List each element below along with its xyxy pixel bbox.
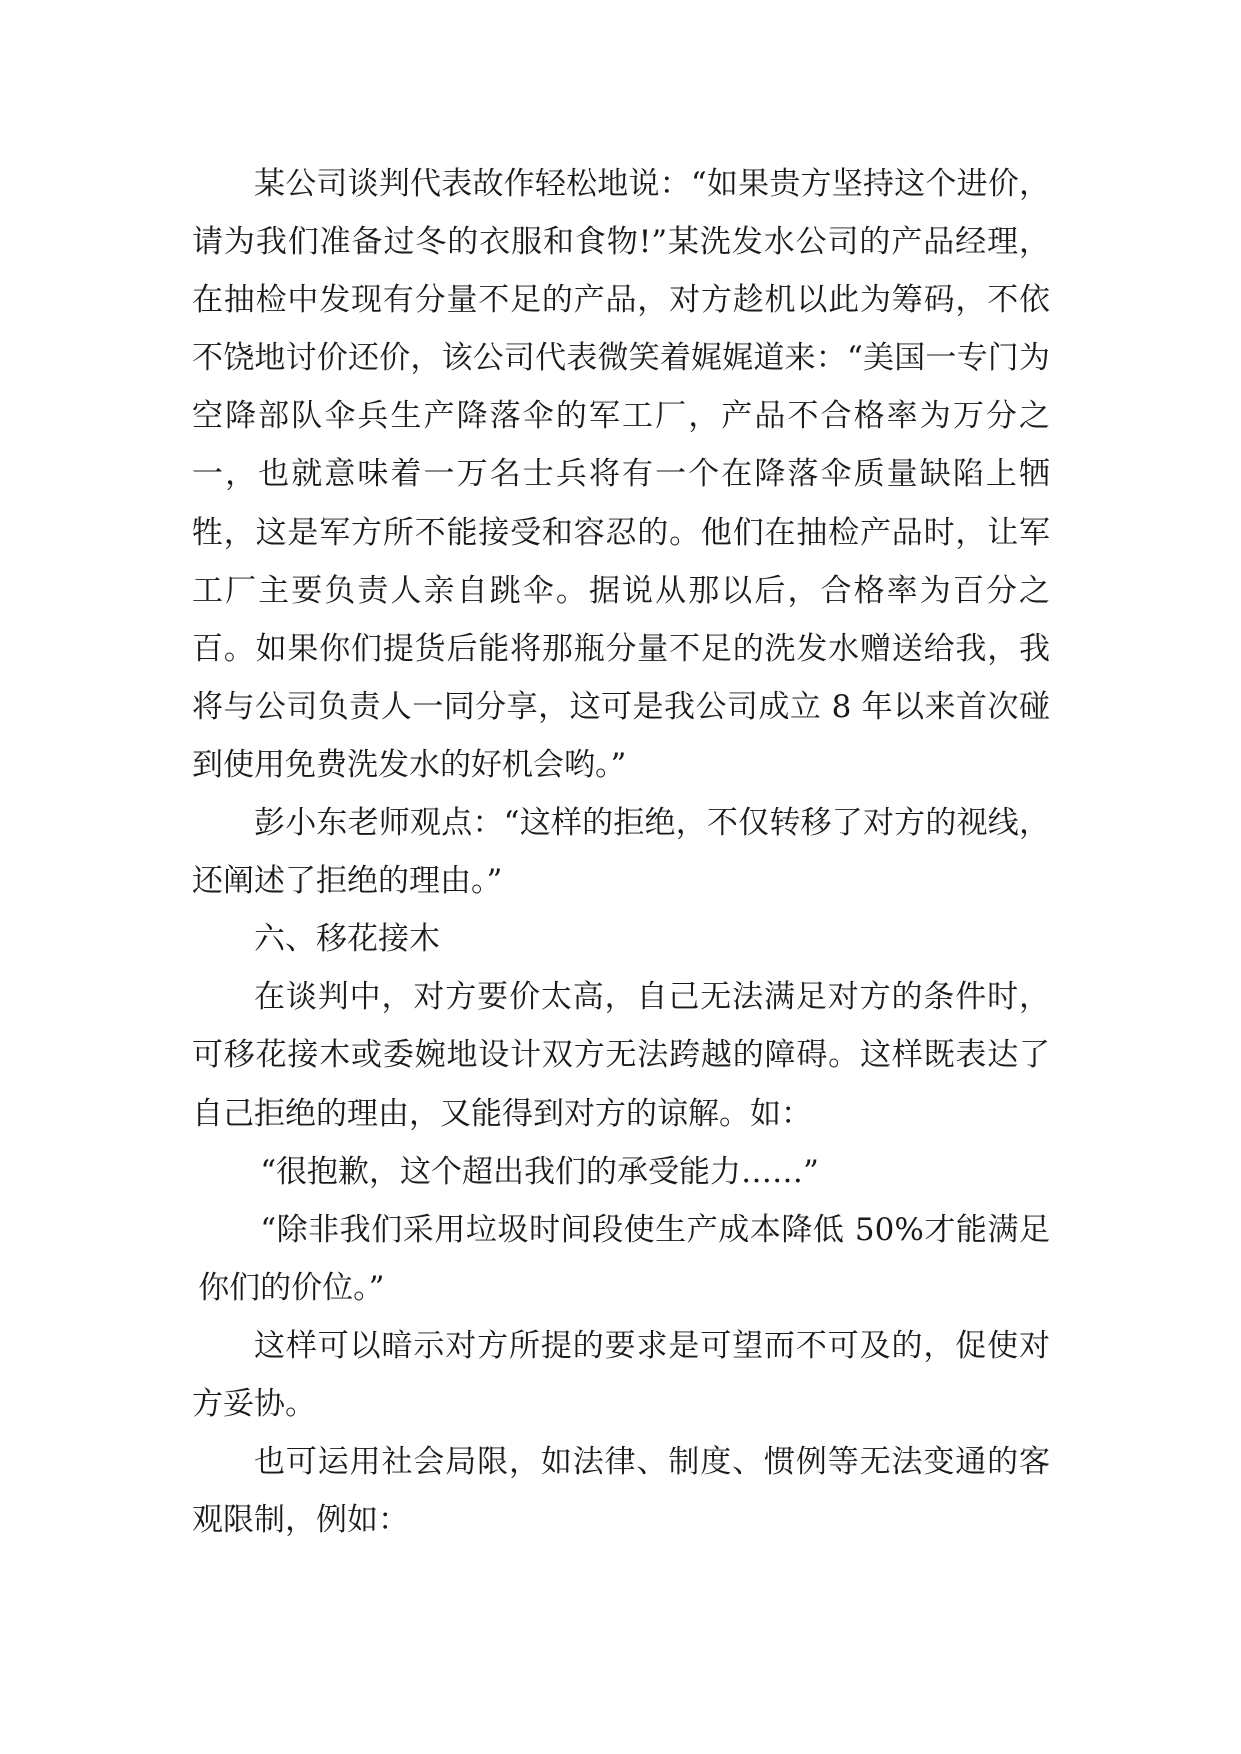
paragraph-quote-sorry: “很抱歉，这个超出我们的承受能力……” [260,1153,819,1190]
paragraph-teacher-view: 彭小东老师观点：“这样的拒绝，不仅转移了对方的视线，还阐述了拒绝的理由。” [192,805,1050,900]
document-body [192,155,1050,1549]
section-heading: 六、移花接木 [254,921,440,958]
paragraph-story: 某公司谈判代表故作轻松地说：“如果贵方坚持这个进价，请为我们准备过冬的衣服和食物!”某洗发水公司的产品经理，在抽检中发现有分量不足的产品，对方趁机以此为筹码，不依不饶地讨价还价，该公司代表微笑着娓娓道来：“美国一专门为空降部队伞兵生产降落伞的军工厂，产品不合格率为万分之一，也就意味着一万名士兵将有一个在降落伞质量缺陷上牺牲，这是军方所不能接受和容忍的。他们在抽检产品时，让军工厂主要负责人亲自跳伞。据说从那以后，合格率为百分之百。如果你们提货后能将那瓶分量不足的洗发水赠送给我，我将与公司负责人一同分享，这可是我公司成立 8 年以来首次碰到使用免费洗发水的好机会哟。” [192,166,1050,783]
paragraph-quote-unless: “除非我们采用垃圾时间段使生产成本降低 50%才能满足你们的价位。” [198,1211,1050,1306]
paragraph-social-limits: 也可运用社会局限，如法律、制度、惯例等无法变通的客观限制，例如： [192,1444,1050,1539]
paragraph-technique: 在谈判中，对方要价太高，自己无法满足对方的条件时，可移花接木或委婉地设计双方无法跨越的障碍。这样既表达了自己拒绝的理由，又能得到对方的谅解。如： [192,979,1050,1132]
paragraph-hint: 这样可以暗示对方所提的要求是可望而不可及的，促使对方妥协。 [192,1327,1050,1422]
